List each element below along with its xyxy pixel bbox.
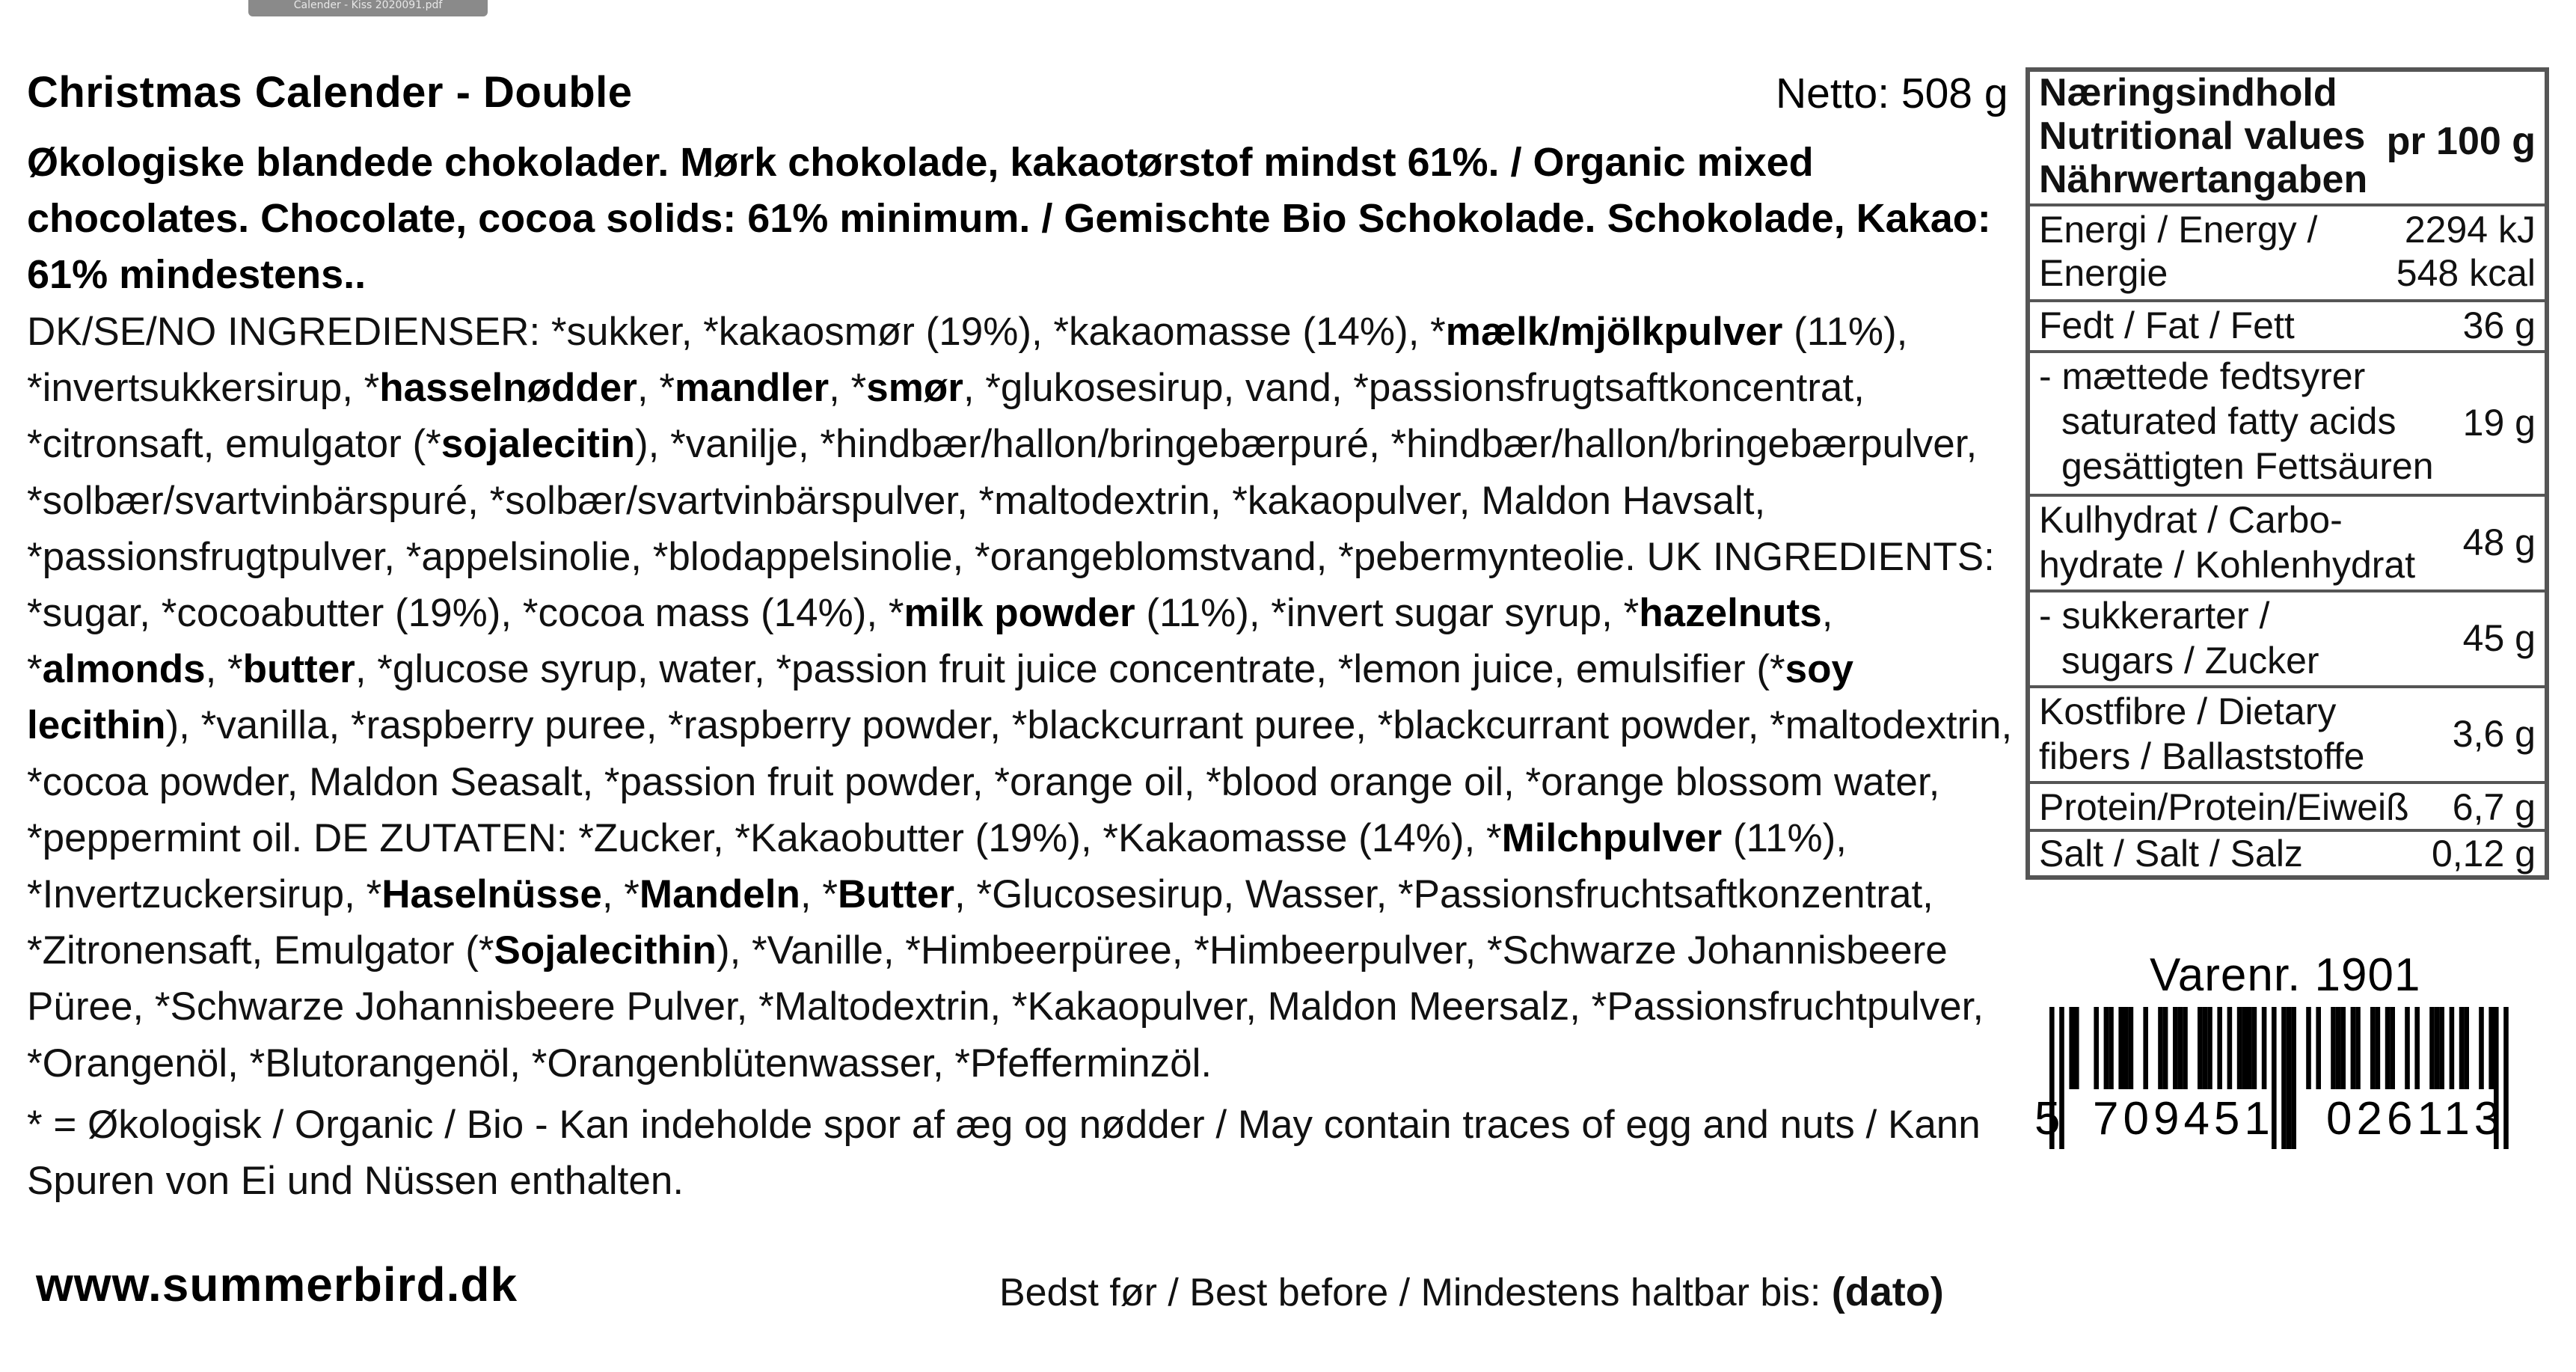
barcode-bar <box>2281 1007 2287 1149</box>
allergen: hazelnuts <box>1639 591 1822 636</box>
barcode-bar <box>2351 1007 2356 1089</box>
barcode-bar <box>2109 1007 2114 1089</box>
nutrition-row-protein: Protein/Protein/Eiweiß 6,7 g <box>2030 784 2545 832</box>
allergen: almonds <box>42 647 206 692</box>
barcode-bar <box>2242 1007 2247 1089</box>
nutrition-row-carbohydrate: Kulhydrat / Carbo- hydrate / Kohlenhydrat 48 g <box>2030 497 2545 592</box>
barcode-bar <box>2163 1007 2168 1089</box>
best-before: Bedst før / Best before / Mindestens haltbar bis: (dato) <box>999 1270 1944 1314</box>
barcode-bar <box>2069 1007 2074 1089</box>
barcode-bar <box>2316 1007 2321 1089</box>
document-tab[interactable]: Calender - Kiss 2020091.pdf <box>248 0 488 16</box>
barcode-bar <box>2336 1007 2341 1089</box>
barcode-bar <box>2074 1007 2079 1089</box>
nutrition-row-salt: Salt / Salt / Salz 0,12 g <box>2039 833 2536 875</box>
barcode-digits-left: 709451 <box>2093 1093 2275 1145</box>
barcode-bar <box>2217 1007 2222 1089</box>
barcode-bar <box>2390 1007 2395 1089</box>
allergen: milk powder <box>904 591 1135 636</box>
allergen: Butter <box>837 872 955 917</box>
allergen: mælk/mjölkpulver <box>1445 310 1783 354</box>
barcode-bar <box>2479 1007 2484 1089</box>
nutrition-row-sugars: - sukkerarter / sugars / Zucker 45 g <box>2030 592 2545 688</box>
barcode-bar <box>2104 1007 2109 1089</box>
barcode-bar <box>2370 1007 2376 1089</box>
barcode-bar <box>2435 1007 2440 1089</box>
per-100g: pr 100 g <box>2386 120 2536 163</box>
barcode-bar <box>2173 1007 2178 1089</box>
organic-allergy-notice: * = Økologisk / Organic / Bio - Kan indeholde spor af æg og nødder / May contain traces of egg and nuts / Kann Spuren von Ei und Nüssen enthalten. <box>27 1103 1981 1203</box>
nutrition-row-fibre: Kostfibre / Dietary fibers / Ballaststoffe 3,6 g <box>2030 688 2545 784</box>
ingredients-text: DK/SE/NO INGREDIENSER: *sukker, *kakaosmør (19%), *kakaomasse (14%), *mælk/mjölkpulver (11%), *invertsukkersirup, *hasselnødder, *mandler, *smør, *glukosesirup, vand, *passionsfrugtsaftkoncentrat, *citronsaft, emulgator (*sojalecitin), *vanilje, *hindbær/hallon/bringebærpuré, *hindbær/hallon/bringebærpulver, *solbær/svartvinbärspuré, *solbær/svartvinbärspulver, *maltodextrin, *kakaopulver, Maldon Havsalt, *passionsfrugtpulver, *appelsinolie, *blodappelsinolie, *orangeblomstvand, *pebermynteolie. UK INGREDIENTS: *sugar, *cocoabutter (19%), *cocoa mass (14%), *milk powder (11%), *invert sugar syrup, *hazelnuts, *almonds, *butter, *glucose syrup, water, *passion fruit juice concentrate, *lemon juice, emulsifier (*soy lecithin), *vanilla, *raspberry puree, *raspberry powder, *blackcurrant puree, *blackcurrant powder, *maltodextrin, *cocoa powder, Maldon Seasalt, *passion fruit powder, *orange oil, *blood orange oil, *orange blossom water, *peppermint oil. DE ZUTATEN: *Zucker, *Kakaobutter (19%), *Kakaomasse (14%), *Milchpulver (11%), *Invertzuckersirup, *Haselnüsse, *Mandeln, *Butter, *Glucosesirup, Wasser, *Passionsfruchtsaftkonzentrat, *Zitronensaft, Emulgator (*Sojalecithin), *Vanille, *Himbeerpüree, *Himbeerpulver, *Schwarze Johannisbeere Püree, *Schwarze Johannisbeere Pulver, *Maltodextrin, *Kakaopulver, Maldon Meersalz, *Passionsfruchtpulver, *Orangenöl, *Blutorangenöl, *Orangenblütenwasser, *Pfefferminzöl. <box>27 310 2013 1085</box>
barcode-bar <box>2464 1007 2469 1089</box>
barcode-bar <box>2143 1007 2148 1089</box>
barcode-bar <box>2287 1007 2292 1149</box>
barcode-bar <box>2385 1007 2391 1089</box>
allergen: sojalecitin <box>441 422 635 467</box>
nutrition-title-en: Nutritional values <box>2039 114 2366 158</box>
barcode-bar <box>2118 1007 2123 1089</box>
barcode-bar <box>2198 1007 2203 1089</box>
barcode-digits-right: 026113 <box>2326 1093 2505 1145</box>
barcode-bar <box>2094 1007 2099 1089</box>
barcode-bar <box>2459 1007 2465 1089</box>
barcode-bar <box>2376 1007 2381 1089</box>
best-before-date: (dato) <box>1831 1270 1944 1314</box>
barcode-bar <box>2414 1007 2420 1089</box>
allergen: smør <box>866 366 963 411</box>
barcode-bar <box>2237 1007 2242 1089</box>
barcode-bar <box>2158 1007 2163 1089</box>
barcode-bar <box>2247 1007 2252 1089</box>
allergen: Haselnüsse <box>381 872 602 917</box>
barcode-bar <box>2439 1007 2444 1089</box>
allergen: soy lecithin <box>27 647 1853 748</box>
barcode-bar <box>2355 1007 2361 1089</box>
nutrition-header <box>2030 72 2545 206</box>
item-number: Varenr. 1901 <box>2150 949 2421 1001</box>
nutrition-row-energy: Energi / Energy / Energie 2294 kJ 548 kcal <box>2030 206 2545 302</box>
product-title: Christmas Calender - Double <box>27 68 633 117</box>
nutrition-table <box>2025 67 2549 880</box>
allergen: Sojalecithin <box>494 928 717 973</box>
barcode-bar <box>2252 1007 2257 1089</box>
barcode-bar <box>2262 1007 2267 1089</box>
allergen: Milchpulver <box>1501 815 1723 860</box>
barcode-digit-first: 5 <box>2034 1093 2061 1145</box>
website-link[interactable]: www.summerbird.dk <box>36 1258 518 1311</box>
barcode-bar <box>2450 1007 2455 1089</box>
barcode-bar <box>2340 1007 2346 1089</box>
allergen: hasselnødder <box>379 366 637 411</box>
barcode-bar <box>2227 1007 2233 1089</box>
net-weight: Netto: 508 g <box>1776 70 2008 117</box>
allergen: mandler <box>674 366 829 411</box>
barcode-bar <box>2488 1007 2494 1089</box>
barcode-bar <box>2203 1007 2208 1089</box>
barcode-bar <box>2129 1007 2134 1089</box>
nutrition-row-fat: Fedt / Fat / Fett 36 g <box>2030 302 2545 353</box>
barcode-bar <box>2178 1007 2183 1089</box>
barcode-bar <box>2291 1007 2296 1149</box>
nutrition-title-dk: Næringsindhold <box>2039 71 2337 114</box>
product-description: Økologiske blandede chokolader. Mørk chokolade, kakaotørstof mindst 61%. / Organic mixed chocolates. Chocolate, cocoa solids: 61% minimum. / Gemischte Bio Schokolade. Schokolade, Kakao: 61% mindestens.. <box>27 140 1991 297</box>
barcode-bar <box>2183 1007 2188 1089</box>
barcode-bar <box>2123 1007 2129 1089</box>
barcode-bar <box>2405 1007 2410 1089</box>
nutrition-row-saturated-fat: - mættede fedtsyrer saturated fatty acids gesättigten Fettsäuren 19 g <box>2030 353 2545 497</box>
barcode-bar <box>2207 1007 2212 1089</box>
barcode-bar <box>2429 1007 2435 1089</box>
allergen: butter <box>242 647 355 692</box>
allergen: Mandeln <box>639 872 800 917</box>
barcode-bar <box>2331 1007 2336 1089</box>
nutrition-title-de: Nährwertangaben <box>2039 158 2368 201</box>
barcode-bar <box>2306 1007 2311 1089</box>
